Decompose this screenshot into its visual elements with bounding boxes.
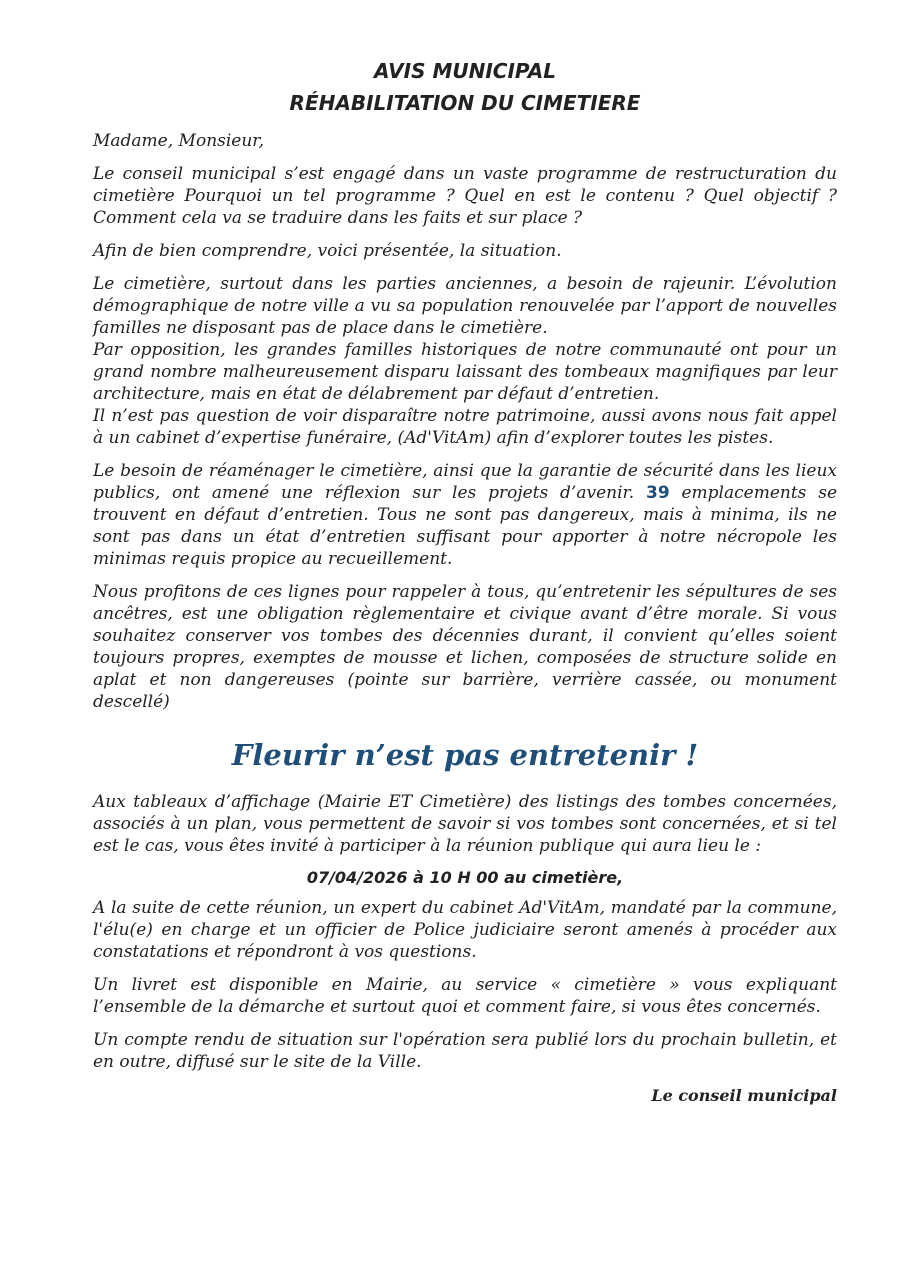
situation-paragraph-1: Le cimetière, surtout dans les parties anciennes, a besoin de rajeunir. L’évolution démographique de notre ville a vu sa population renouvelée par l’apport de nouvelles familles ne disposant pas de place dans le cimetière. [93,274,837,338]
besoin-text-start: Le besoin de réaménager le cimetière, ainsi que la garantie de sécurité dans les lieux publics, ont amené une réflexion sur les projets d’avenir. [93,461,837,503]
livret-paragraph: Un livret est disponible en Mairie, au service « cimetière » vous expliquant l’ensemble de la démarche et surtout quoi et comment faire, si vous êtes concernés. [93,975,837,1017]
situation-intro: Afin de bien comprendre, voici présentée, la situation. [93,241,562,261]
notice-subheading: RÉHABILITATION DU CIMETIERE [289,91,641,115]
meeting-date: 07/04/2026 à 10 H 00 au cimetière, [306,868,624,887]
rappel-paragraph: Nous profitons de ces lignes pour rappeler à tous, qu’entretenir les sépultures de ses ancêtres, est une obligation règlementaire et civique avant d’être morale. Si vous souhaitez conserver vos tombes des décennies durant, il convient qu’elles soient toujours propres, exemptes de mousse et lichen, composées de structure solide en aplat et non dangereuses (pointe sur barrière, verrière cassée, ou monument descellé) [93,582,837,712]
notice-content [93,58,837,1107]
situation-paragraph-2: Par opposition, les grandes familles historiques de notre communauté ont pour un grand nombre malheureusement disparu laissant des tombeaux magnifiques par leur architecture, mais en état de délabrement par défaut d’entretien. [93,340,837,404]
greeting: Madame, Monsieur, [93,131,264,151]
emplacements-count: 39 [646,483,670,503]
slogan: Fleurir n’est pas entretenir ! [231,738,699,772]
reunion-paragraph: A la suite de cette réunion, un expert du cabinet Ad'VitAm, mandaté par la commune, l'élu(e) en charge et un officier de Police judiciaire seront amenés à procéder aux constatations et répondront à vos questions. [93,898,837,962]
besoin-paragraph [93,460,837,570]
notice-heading: AVIS MUNICIPAL [374,59,556,83]
affichage-paragraph: Aux tableaux d’affichage (Mairie ET Cimetière) des listings des tombes concernées, associés à un plan, vous permettent de savoir si vos tombes sont concernées, et si tel est le cas, vous êtes invité à participer à la réunion publique qui aura lieu le : [93,792,837,856]
compte-rendu-paragraph: Un compte rendu de situation sur l'opération sera publié lors du prochain bulletin, et en outre, diffusé sur le site de la Ville. [93,1030,837,1072]
intro-paragraph: Le conseil municipal s’est engagé dans un vaste programme de restructuration du cimetière Pourquoi un tel programme ? Quel en est le contenu ? Quel objectif ? Comment cela va se traduire dans les faits et sur place ? [93,164,837,228]
besoin-text-end: emplacements se trouvent en défaut d’entretien. Tous ne sont pas dangereux, mais à minima, ils ne sont pas dans un état d’entretien suffisant pour apporter à notre nécropole les minimas requis propice au recueillement. [93,483,837,569]
situation-paragraph-3: Il n’est pas question de voir disparaître notre patrimoine, aussi avons nous fait appel à un cabinet d’expertise funéraire, (Ad'VitAm) afin d’explorer toutes les pistes. [93,406,837,448]
signature: Le conseil municipal [651,1086,837,1105]
